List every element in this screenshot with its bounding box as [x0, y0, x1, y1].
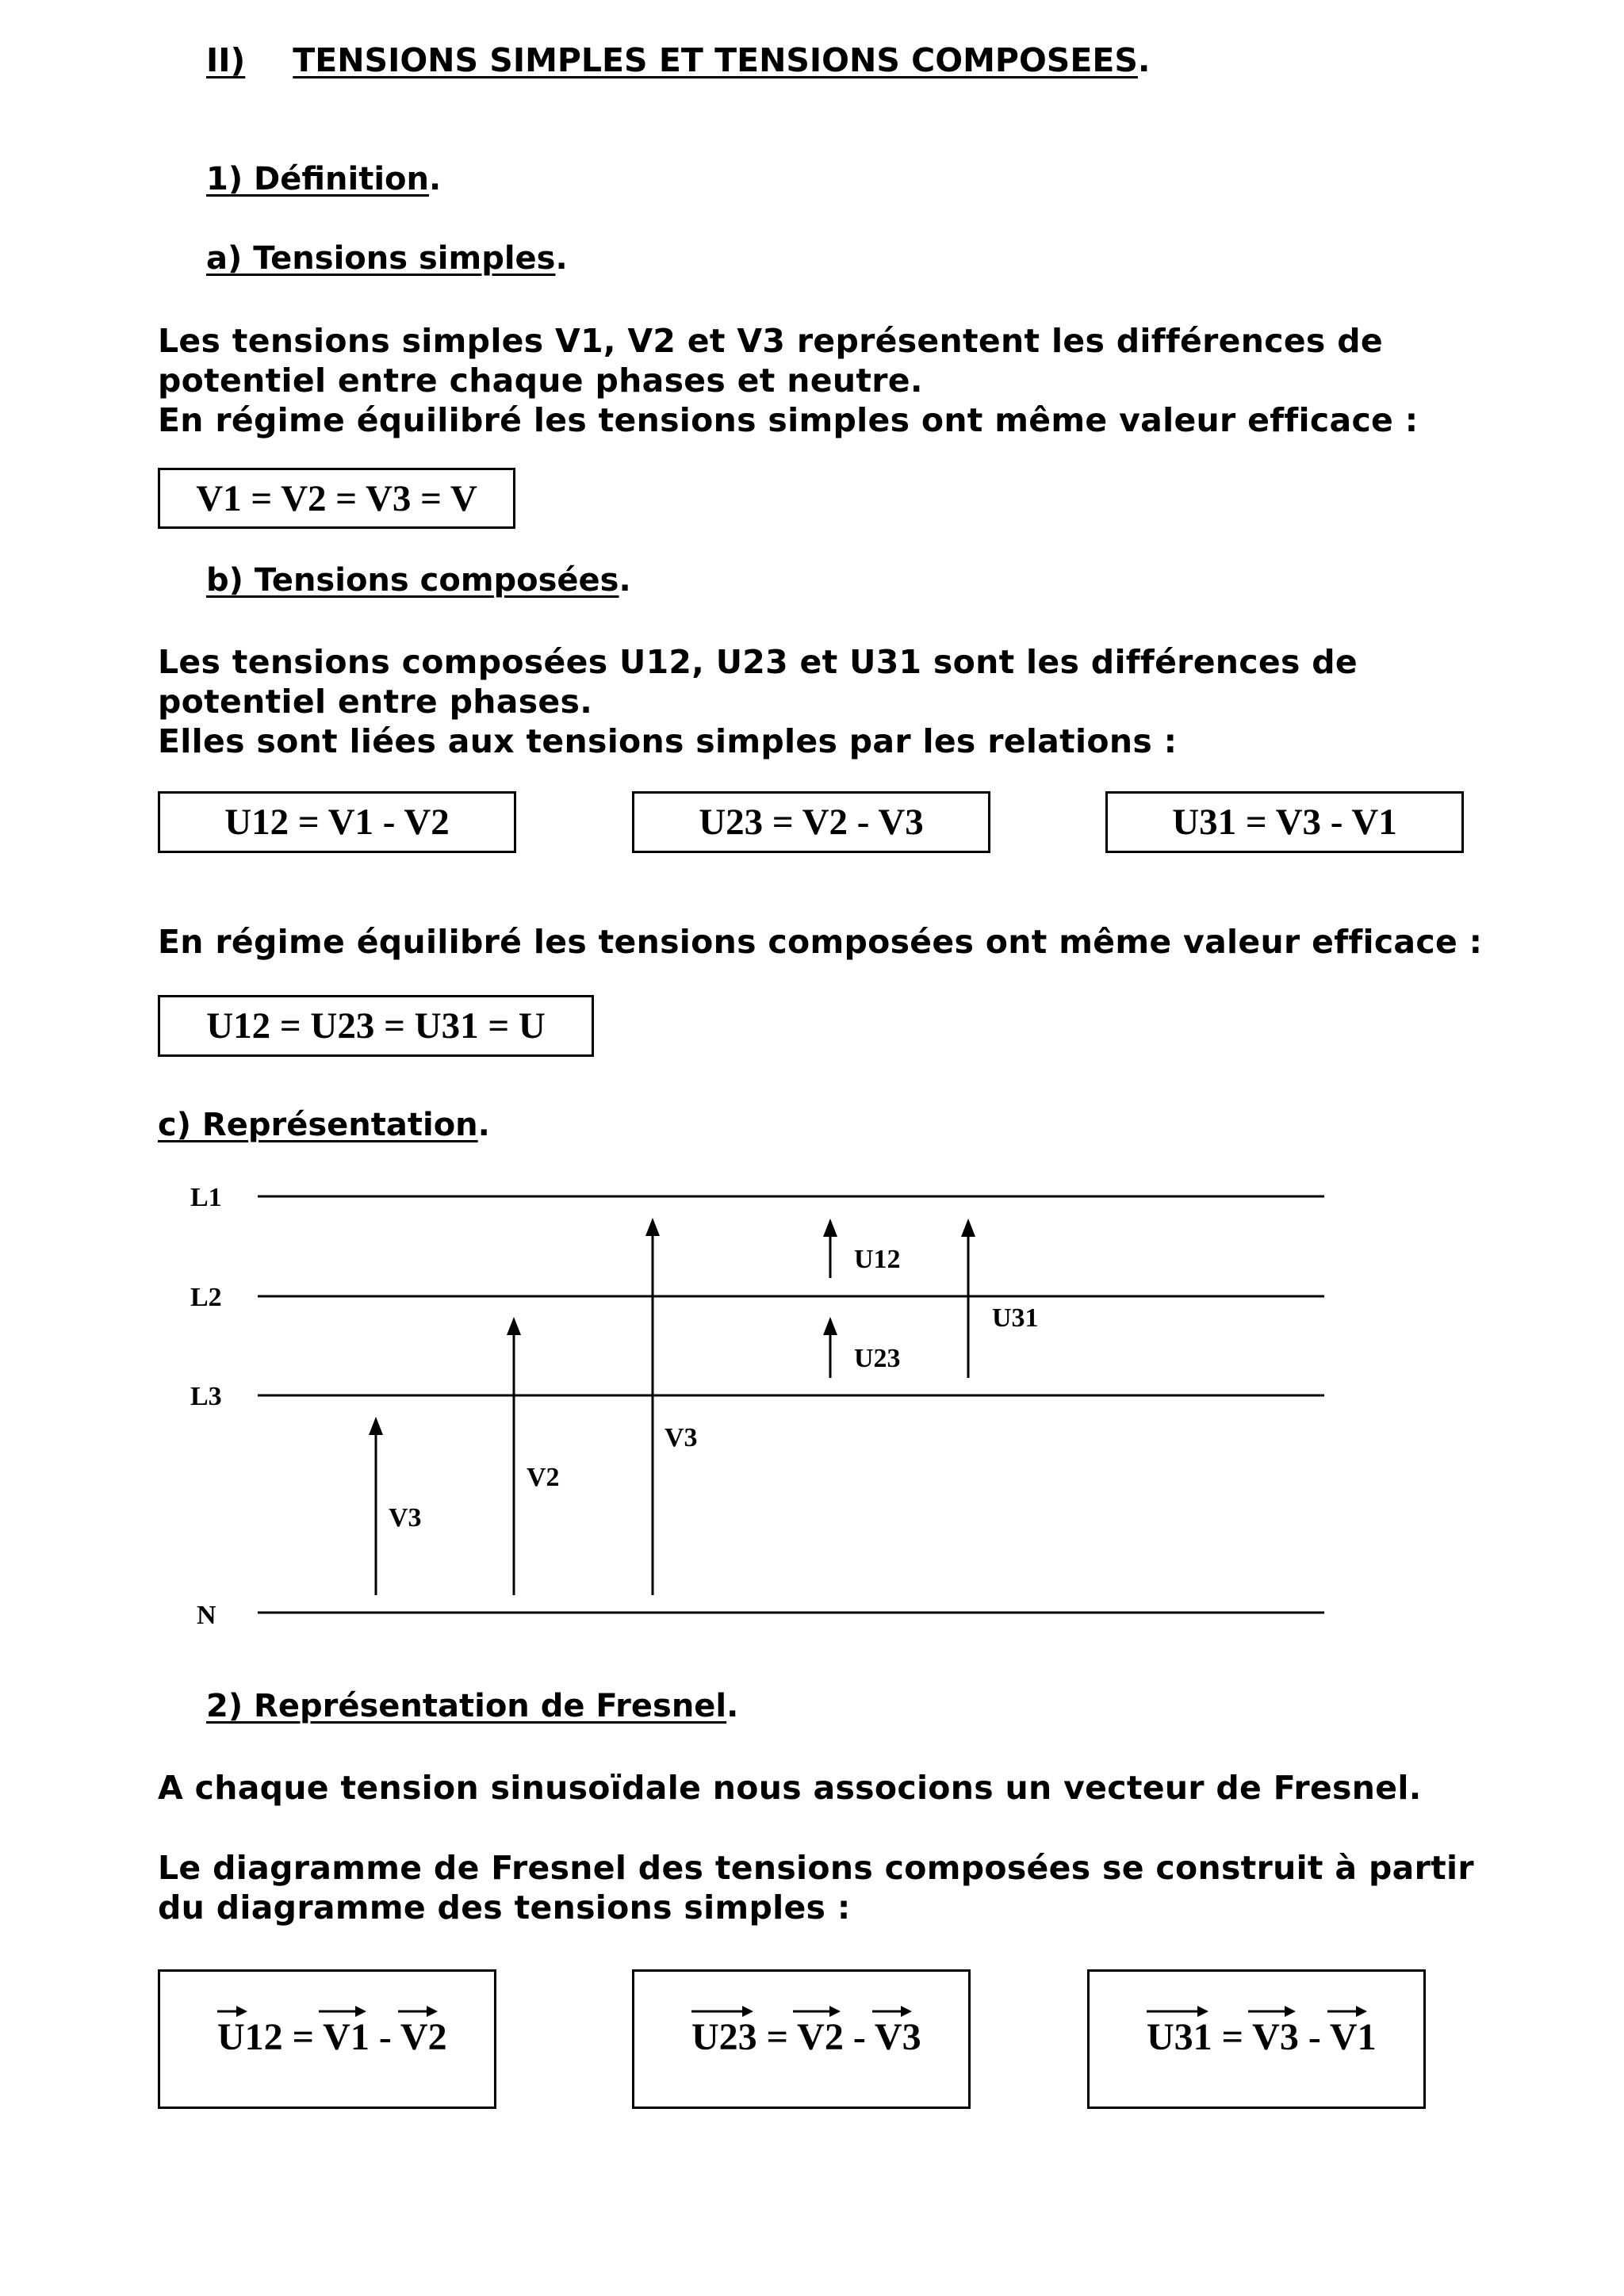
paragraph-line: du diagramme des tensions simples :: [158, 1888, 851, 1927]
label-l1: L1: [190, 1183, 222, 1212]
formula-box-u12: U12 = V1 - V2: [158, 791, 516, 853]
definition-heading-text: 1) Définition: [206, 161, 429, 197]
section-number: II): [206, 41, 246, 79]
fresnel-formula-u23: U23 = V2 - V3: [691, 2016, 921, 2058]
fresnel-formula-u31: U31 = V3 - V1: [1147, 2016, 1377, 2058]
formula-box-u31: U31 = V3 - V1: [1105, 791, 1464, 853]
line-voltages-heading-text: b) Tensions composées: [206, 562, 619, 599]
arrow-label-u31: U31: [992, 1303, 1039, 1333]
arrow-label-v3-simple: V3: [389, 1503, 422, 1533]
paragraph-line: potentiel entre phases.: [158, 683, 593, 721]
fresnel-heading: [206, 1688, 738, 1724]
arrow-u31: [961, 1219, 975, 1378]
definition-heading-dot: .: [429, 161, 442, 197]
formula-box-simple-equal: V1 = V2 = V3 = V: [158, 468, 515, 529]
arrow-label-v3-tall: V3: [665, 1423, 698, 1452]
paragraph-line: Le diagramme de Fresnel des tensions composées se construit à partir: [158, 1849, 1474, 1887]
line-voltages-balanced-text: En régime équilibré les tensions composées ont même valeur efficace :: [158, 923, 1483, 961]
paragraph-line: En régime équilibré les tensions simples ont même valeur efficace :: [158, 401, 1419, 439]
simple-voltages-heading-text: a) Tensions simples: [206, 240, 556, 277]
formula-box-line-equal: U12 = U23 = U31 = U: [158, 995, 594, 1057]
arrow-u23: [823, 1317, 837, 1378]
paragraph-line: potentiel entre chaque phases et neutre.: [158, 362, 923, 400]
arrow-label-v2: V2: [527, 1463, 560, 1492]
fresnel-heading-text: 2) Représentation de Fresnel: [206, 1688, 727, 1724]
fresnel-paragraph-1: A chaque tension sinusoïdale nous associons un vecteur de Fresnel.: [158, 1769, 1422, 1807]
fresnel-box-u31: [1087, 1969, 1426, 2109]
section-title-dot: .: [1137, 41, 1151, 79]
formula-box-u23: U23 = V2 - V3: [632, 791, 990, 853]
arrow-u12: [823, 1219, 837, 1278]
paragraph-line: Les tensions composées U12, U23 et U31 sont les différences de: [158, 643, 1358, 681]
arrow-label-u23: U23: [854, 1344, 901, 1373]
fresnel-paragraph-2: [158, 1848, 1474, 1927]
fresnel-box-u23: [632, 1969, 971, 2109]
representation-heading-dot: .: [477, 1107, 490, 1143]
section-title-text: TENSIONS SIMPLES ET TENSIONS COMPOSEES: [293, 41, 1138, 79]
arrow-v3-simple: [369, 1417, 383, 1595]
simple-voltages-heading-dot: .: [555, 240, 568, 277]
arrow-label-u12: U12: [854, 1245, 901, 1274]
label-n: N: [197, 1601, 216, 1630]
label-l2: L2: [190, 1283, 222, 1312]
arrow-v3-tall: [645, 1218, 660, 1595]
fresnel-box-u12: [158, 1969, 496, 2109]
arrow-v2: [507, 1317, 521, 1595]
paragraph-line: Elles sont liées aux tensions simples par les relations :: [158, 722, 1178, 760]
fresnel-heading-dot: .: [726, 1688, 739, 1724]
representation-heading-text: c) Représentation: [158, 1107, 478, 1143]
paragraph-line: Les tensions simples V1, V2 et V3 représentent les différences de: [158, 322, 1383, 360]
fresnel-formula-u12: U12 = V1 - V2: [217, 2016, 447, 2058]
line-voltages-heading-dot: .: [619, 562, 631, 599]
label-l3: L3: [190, 1382, 222, 1411]
